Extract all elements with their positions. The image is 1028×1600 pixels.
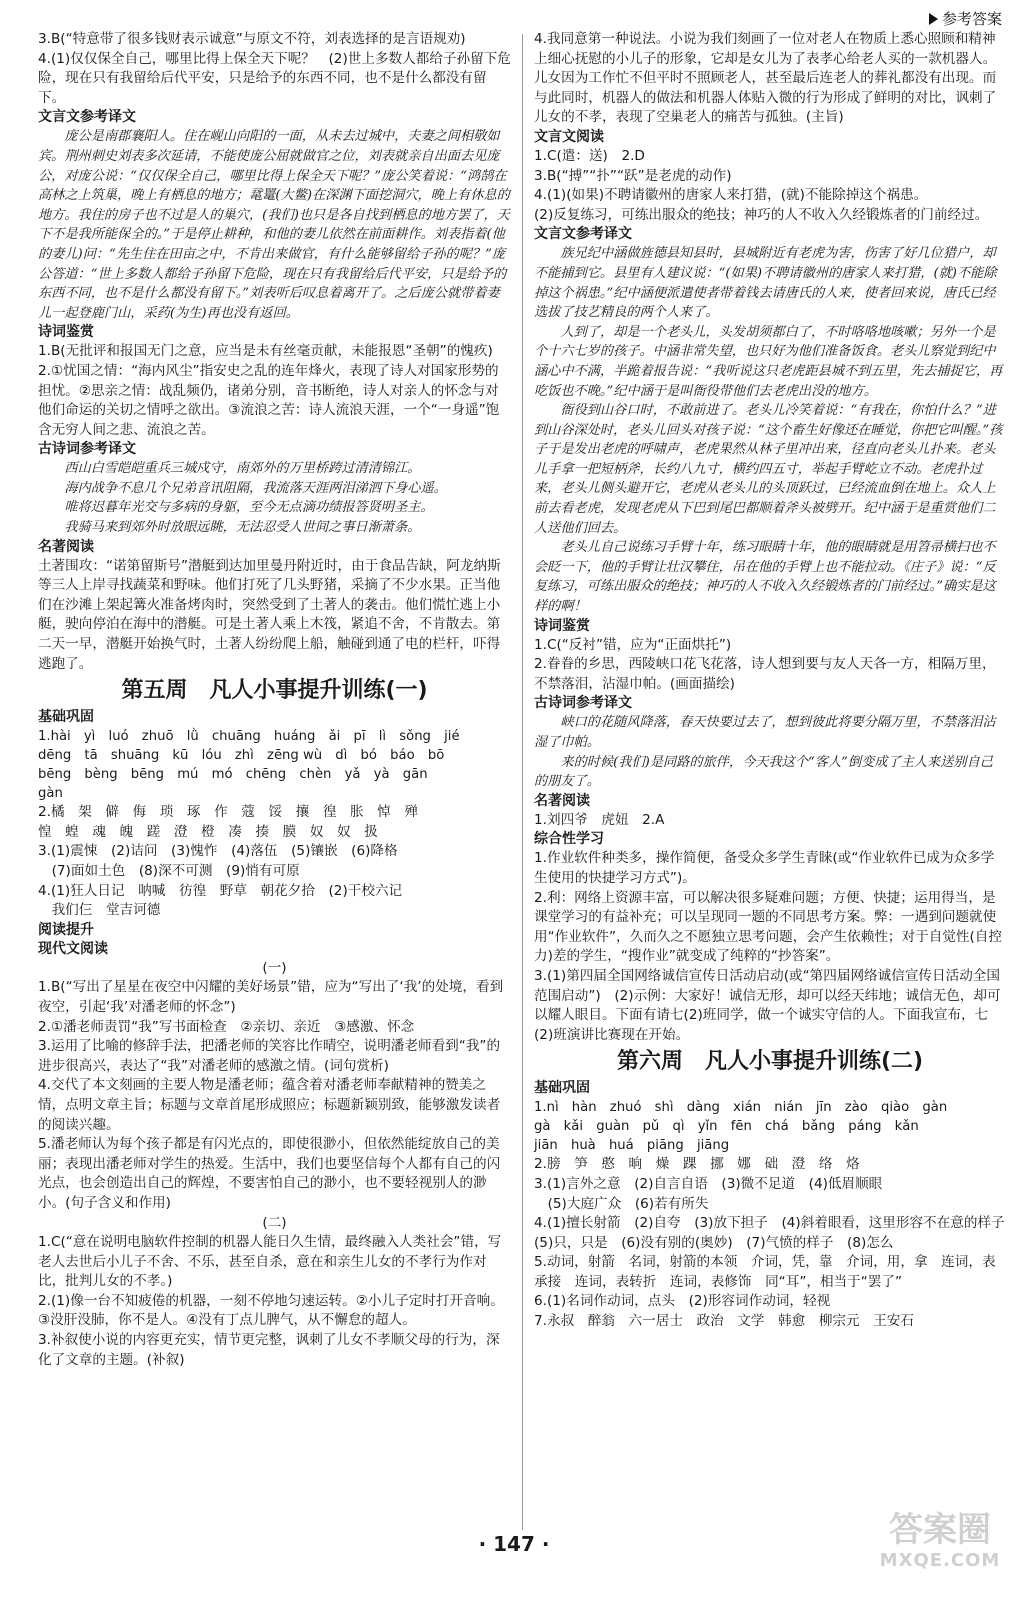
answer-item: 4.(1)狂人日记 呐喊 彷徨 野草 朝花夕拾 (2)干校六记 <box>38 882 403 899</box>
translation-paragraph: 峡口的花随风降落，春天快要过去了，想到彼此将要分隔万里，不禁落泪沾湿了巾帕。 <box>534 715 996 750</box>
translation-paragraph: 族兄纪中涵做旌德县知县时，县城附近有老虎为害，伤害了好几位猎户，却不能捕到它。县里有人建议说：“(如果)不聘请徽州的唐家人来打猎，(就)不能除掉这个祸患。”纪中涵便派遣使者带着钱去请唐氏的人来，使者回来说，唐氏已经选拔了技艺精良的两个人来了。 <box>534 246 997 321</box>
section-heading: 基础巩固 <box>534 1080 590 1097</box>
answer-item: 4.(1)仅仅保全自己，哪里比得上保全天下呢？ (2)世上多数人都给子孙留下危险，现在只有我留给后代平安，只是给予的东西不同，也不是什么都没有留下。 <box>38 50 511 106</box>
section-heading: 综合性学习 <box>534 831 604 848</box>
answer-item: 1.C(遣：送) 2.D <box>534 147 645 164</box>
answer-item: 1.B(无批评和报国无门之意，应当是未有丝毫贡献，未能报恩“圣朝”的愧疚) <box>38 343 493 360</box>
section-heading: 古诗词参考译文 <box>534 695 632 712</box>
translation-paragraph: 西山白雪皑皑重兵三城戍守，南郊外的万里桥跨过清清锦江。 <box>64 461 421 477</box>
page-number: · 147 · <box>478 1532 550 1556</box>
answer-item: 3.(1)第四届全国网络诚信宣传日活动启动(或“第四届网络诚信宣传日活动全国范围启动”) (2)示例：大家好！诚信无形，却可以经天纬地；诚信无色，却可以耀人眼目。下面有请七(2)班同学，做一个诚实守信的人。下面我宣布，七(2)班演讲比赛现在开始。 <box>534 967 1001 1043</box>
week-title: 第五周 凡人小事提升训练(一) <box>121 678 428 704</box>
answer-item: 3.B(“搏”“扑”“跃”是老虎的动作) <box>534 167 732 184</box>
answer-item: 1.作业软件种类多，操作简便，备受众多学生青睐(或“作业软件已成为众多学生使用的快捷学习方式”)。 <box>534 850 995 886</box>
week-title: 第六周 凡人小事提升训练(二) <box>616 1049 924 1075</box>
pinyin-line: gàn <box>38 786 63 802</box>
watermark-logo-text: 答案圈 <box>889 1510 991 1550</box>
answer-item: 3.补叙使小说的内容更充实，情节更完整，讽刺了儿女不孝顺父母的行为，深化了文章的主题。(补叙) <box>38 1332 500 1368</box>
section-heading: 阅读提升 <box>38 921 94 938</box>
section-heading: 名著阅读 <box>534 792 590 809</box>
left-column <box>38 30 511 1540</box>
translation-paragraph: 老头儿自己说练习手臂十年，练习眼睛十年，他的眼睛就是用笤帚横扫也不会眨一下，他的手臂让壮汉攀住，吊在他的手臂上也不能拉动。《庄子》说：“反复练习，可练出服众的绝技；神巧的人不收入久经锻炼者的门前经过。”确实是这样的啊！ <box>534 540 996 615</box>
section-heading: 文言文参考译文 <box>38 109 136 126</box>
answer-item: (7)面如土色 (8)深不可测 (9)悄有可原 <box>38 863 300 879</box>
chars-line: 2.膀 笋 憨 晌 燥 踝 挪 娜 础 澄 络 烙 <box>534 1156 860 1173</box>
answer-item: 1.刘四爷 虎妞 2.A <box>534 811 665 828</box>
section-heading: 文言文参考译文 <box>534 226 632 243</box>
translation-paragraph: 人到了，却是一个老头儿，头发胡须都白了，不时咯咯地咳嗽；另外一个是个十六七岁的孩子。中涵非常失望，也只好为他们准备饭食。老头儿察觉到纪中涵心中不满，半跪着报告说：“我听说这只老虎距县城不到五里，先去捕捉它，再吃饭也不晚。”纪中涵于是叫衙役带他们去老虎出没的地方。 <box>534 324 1003 399</box>
answer-item: 4.(1)(如果)不聘请徽州的唐家人来打猎，(就)不能除掉这个祸患。 <box>534 187 928 204</box>
section-heading: 名著阅读 <box>38 538 94 555</box>
section-tag <box>929 8 1002 29</box>
translation-paragraph: 衙役到山谷口时，不敢前进了。老头儿冷笑着说：“有我在，你怕什么？”进到山谷深处时，老头儿回头对孩子说：“这个畜生好像还在睡觉，你把它叫醒。”孩子于是发出老虎的呼啸声，老虎果然从林子里冲出来，径直向老头儿扑来。老头儿手拿一把短柄斧，长约八九寸，横约四五寸，举起手臂屹立不动。老虎扑过来，老头儿侧头避开它，老虎从老头儿的头顶跃过，已经流血倒在地上。众人上前去看老虎，发现老虎从下巴到尾巴都顺着斧头被劈开。纪中涵于是重赏他们二人送他们回去。 <box>534 403 1003 536</box>
answer-item: 2.(1)像一台不知疲倦的机器，一刻不停地匀速运转。②小儿子定时打开音响。③没肝没肺，你不是人。④没有丁点儿脾气，从不懈怠的超人。 <box>38 1292 504 1329</box>
answer-item: 2.眷眷的乡思，西陵峡口花飞花落，诗人想到要与友人天各一方，相隔万里，不禁落泪，沾湿巾帕。(画面描绘) <box>534 656 996 692</box>
pinyin-line: gà kǎi guàn pǔ qì yǐn fēn chá bǎng páng kǎn <box>534 1119 919 1135</box>
section-heading: 诗词鉴赏 <box>534 617 590 634</box>
answer-item: 7.永叔 醉翁 六一居士 政治 文学 韩愈 柳宗元 王安石 <box>534 1313 914 1330</box>
pinyin-line: bēng bèng bēng mú mó chēng chèn yǎ yà gān <box>38 767 428 783</box>
answer-item: 3.(1)言外之意 (2)自言自语 (3)微不足道 (4)低眉顺眼 <box>534 1175 883 1192</box>
answer-item: 4.我同意第一种说法。小说为我们刻画了一位对老人在物质上悉心照顾和精神上细心抚慰的小儿子的形象，它却是女儿为了表孝心给老人买的一款机器人。儿女因为工作忙不但平时不照顾老人，甚至最后连老人的葬礼都没有出现。而与此同时，机器人的做法和机器人体贴入微的行为形成了鲜明的对比，讽刺了儿女的不孝，表现了空巢老人的痛苦与孤独。(主旨) <box>534 31 997 126</box>
watermark-url: MXQE.COM <box>879 1550 1001 1571</box>
answer-item: 土著围攻：“诺第留斯号”潜艇到达加里曼丹附近时，由于食品告缺，阿龙纳斯等三人上岸寻找蔬菜和野味。他们打死了几头野猪，采摘了不少水果。正当他们在沙滩上架起篝火准备烤肉时，突然受到了土著人的袭击。他们慌忙逃上小艇，驶向停泊在海中的潜艇。可是土著人乘上木筏，紧追不舍，不肯散去。第二天一早，潜艇开始换气时，土著人纷纷爬上船，触碰到通了电的栏杆，吓得逃跑了。 <box>38 557 501 672</box>
pinyin-line: dēng tā shuāng kū lóu zhì zēng wù dì bó báo bō <box>38 748 445 764</box>
section-tag-label: 参考答案 <box>941 10 1002 28</box>
chars-line: 2.橘 架 僻 侮 琐 琢 作 蔻 馁 攘 徨 胀 悼 殚 <box>38 804 418 821</box>
pinyin-line: 1.nì hàn zhuó shì dàng xián nián jīn zào qiào gàn <box>534 1100 948 1116</box>
section-heading: 文言文阅读 <box>534 128 604 145</box>
answer-item: 5.动词，射箭 名词，射箭的本领 介词，凭，靠 介词，用，拿 连词，表承接 连词，表转折 连词，表修饰 同“耳”，相当于“罢了” <box>534 1254 996 1290</box>
section-heading: 古诗词参考译文 <box>38 441 136 458</box>
section-heading: 基础巩固 <box>38 709 94 726</box>
answer-item: 4.(1)擅长射箭 (2)自夸 (3)放下担子 (4)斜着眼看，这里形容不在意的样子 (5)只，只是 (6)没有别的(奥妙) (7)气愤的样子 (8)怎么 <box>534 1215 1019 1251</box>
answer-item: 2.①潘老师责罚“我”写书面检查 ②亲切、亲近 ③感激、怀念 <box>38 1018 415 1035</box>
answer-item: 5.潘老师认为每个孩子都是有闪光点的，即使很渺小，但依然能绽放自己的美丽；表现出潘老师对学生的热爱。生活中，我们也要坚信每个人都有自己的闪光点，也会创造出自己的辉煌，不要害怕自己的渺小，也不要轻视别人的渺小。(句子含义和作用) <box>38 1136 501 1211</box>
section-number: (二) <box>262 1214 287 1231</box>
answer-item: 6.(1)名词作动词，点头 (2)形容词作动词，轻视 <box>534 1293 831 1310</box>
translation-paragraph: 庞公是南郡襄阳人。住在岘山向阳的一面，从未去过城中，夫妻之间相敬如宾。荆州刺史刘表多次延请，不能使庞公屈就做官之位，刘表就亲自出面去见庞公，对庞公说：“仅仅保全自己，哪里比得上保全天下呢？”庞公笑着说：“鸿鹄在高林之上筑巢，晚上有栖息的地方；鼋鼍(大鳖)在深渊下面挖洞穴，晚上有休息的地方。我住的房子也不过是人的巢穴，(我们)也只是各自找到栖息的地方罢了，天下不是我所能保全的。”于是停止耕种，和他的妻儿依然在前面耕作。刘表指着(他的妻儿)问：“先生住在田亩之中，不肯出来做官，有什么能够留给子孙的呢？”庞公答道：“世上多数人都给子孙留下危险，现在只有我留给后代平安，只是给予的东西不同，也不是什么都没有留下。”刘表听后叹息着离开了。之后庞公就带着妻儿一起登鹿门山，采药(为生)再也没有返回。 <box>38 129 510 321</box>
triangle-icon <box>929 13 938 25</box>
page-header <box>0 0 1028 30</box>
answer-item: 3.运用了比喻的修辞手法，把潘老师的笑容比作晴空，说明潘老师看到“我”的进步很高兴，表达了“我”对潘老师的感激之情。(词句赏析) <box>38 1038 501 1074</box>
answer-item: 4.交代了本文刻画的主要人物是潘老师；蕴含着对潘老师奉献精神的赞美之情，点明文章主旨；标题与文章首尾形成照应；标题新颖别致，能够激发读者的阅读兴趣。 <box>38 1077 501 1133</box>
answer-item: 3.B(“特意带了很多钱财表示诚意”与原文不符，刘表选择的是言语规劝) <box>38 31 466 47</box>
translation-paragraph: 海内战争不息几个兄弟音讯阻隔，我流落天涯两泪涕泗下身心遥。 <box>64 480 447 496</box>
chars-line: 惶 蝗 魂 魄 蹉 澄 橙 凑 揍 膜 奴 奴 扱 <box>38 823 378 840</box>
answer-item: 1.C(“意在说明电脑软件控制的机器人能日久生情，最终融入人类社会”错，写老人去世后小儿子不舍、不乐，甚至自杀，意在和亲生儿女的不孝行为作对比，批判儿女的不孝。) <box>38 1234 502 1290</box>
pinyin-line: jiān huà huá piāng jiāng <box>534 1138 730 1154</box>
pinyin-line: 1.hài yì luó zhuō lǜ chuāng huáng ǎi pī lì sǒng jié <box>38 729 460 745</box>
section-heading: 诗词鉴赏 <box>38 324 94 341</box>
answer-item: 1.C(“反衬”错，应为“正面烘托”) <box>534 636 732 653</box>
answer-item: 我们仨 堂吉诃德 <box>38 902 161 919</box>
section-number: (一) <box>262 959 287 976</box>
answer-item: 2.利：网络上资源丰富，可以解决很多疑难问题；方便、快捷；运用得当，是课堂学习的有益补充；可以呈现同一题的不同思考方案。弊：一遇到问题就使用“作业软件”，久而久之不愿独立思考问题，会产生依赖性；对于自觉性(自控力)差的学生，“搜作业”就变成了纯粹的“抄答案”。 <box>534 889 1002 965</box>
answer-item: (5)大庭广众 (6)若有所失 <box>534 1195 709 1212</box>
translation-paragraph: 我骑马来到郊外时放眼远眺，无法忍受人世间之事日渐萧条。 <box>64 520 421 536</box>
answer-item: 3.(1)震悚 (2)诘问 (3)愧怍 (4)落伍 (5)镶嵌 (6)降格 <box>38 843 398 860</box>
answer-item: (2)反复练习，可练出服众的绝技；神巧的人不收入久经锻炼者的门前经过。 <box>534 206 989 223</box>
column-divider <box>522 34 523 1530</box>
right-column <box>534 30 1019 1540</box>
subsection-heading: 现代文阅读 <box>38 940 108 957</box>
translation-paragraph: 来的时候(我们)是同路的旅伴，今天我这个“客人”倒变成了主人来送别自己的朋友了。 <box>534 754 993 790</box>
watermark-logo <box>870 1510 1010 1580</box>
answer-item: 2.①忧国之情：“海内风尘”指安史之乱的连年烽火，表现了诗人对国家形势的担忧。②思亲之情：战乱频仍，诸弟分别，音书断绝，诗人对亲人的怀念与对他们命运的关切之情呼之欲出。③流浪之苦：诗人流浪天涯，一个“一身遥”饱含无穷人间之悲、流浪之苦。 <box>38 362 500 438</box>
answer-item: 1.B(“写出了星星在夜空中闪耀的美好场景”错，应为“写出了‘我’的处境，看到夜空，引起‘我’对潘老师的怀念”) <box>38 979 504 1015</box>
translation-paragraph: 唯将迟暮年光交与多病的身躯，至今无点滴功绩报答贤明圣主。 <box>64 500 434 516</box>
